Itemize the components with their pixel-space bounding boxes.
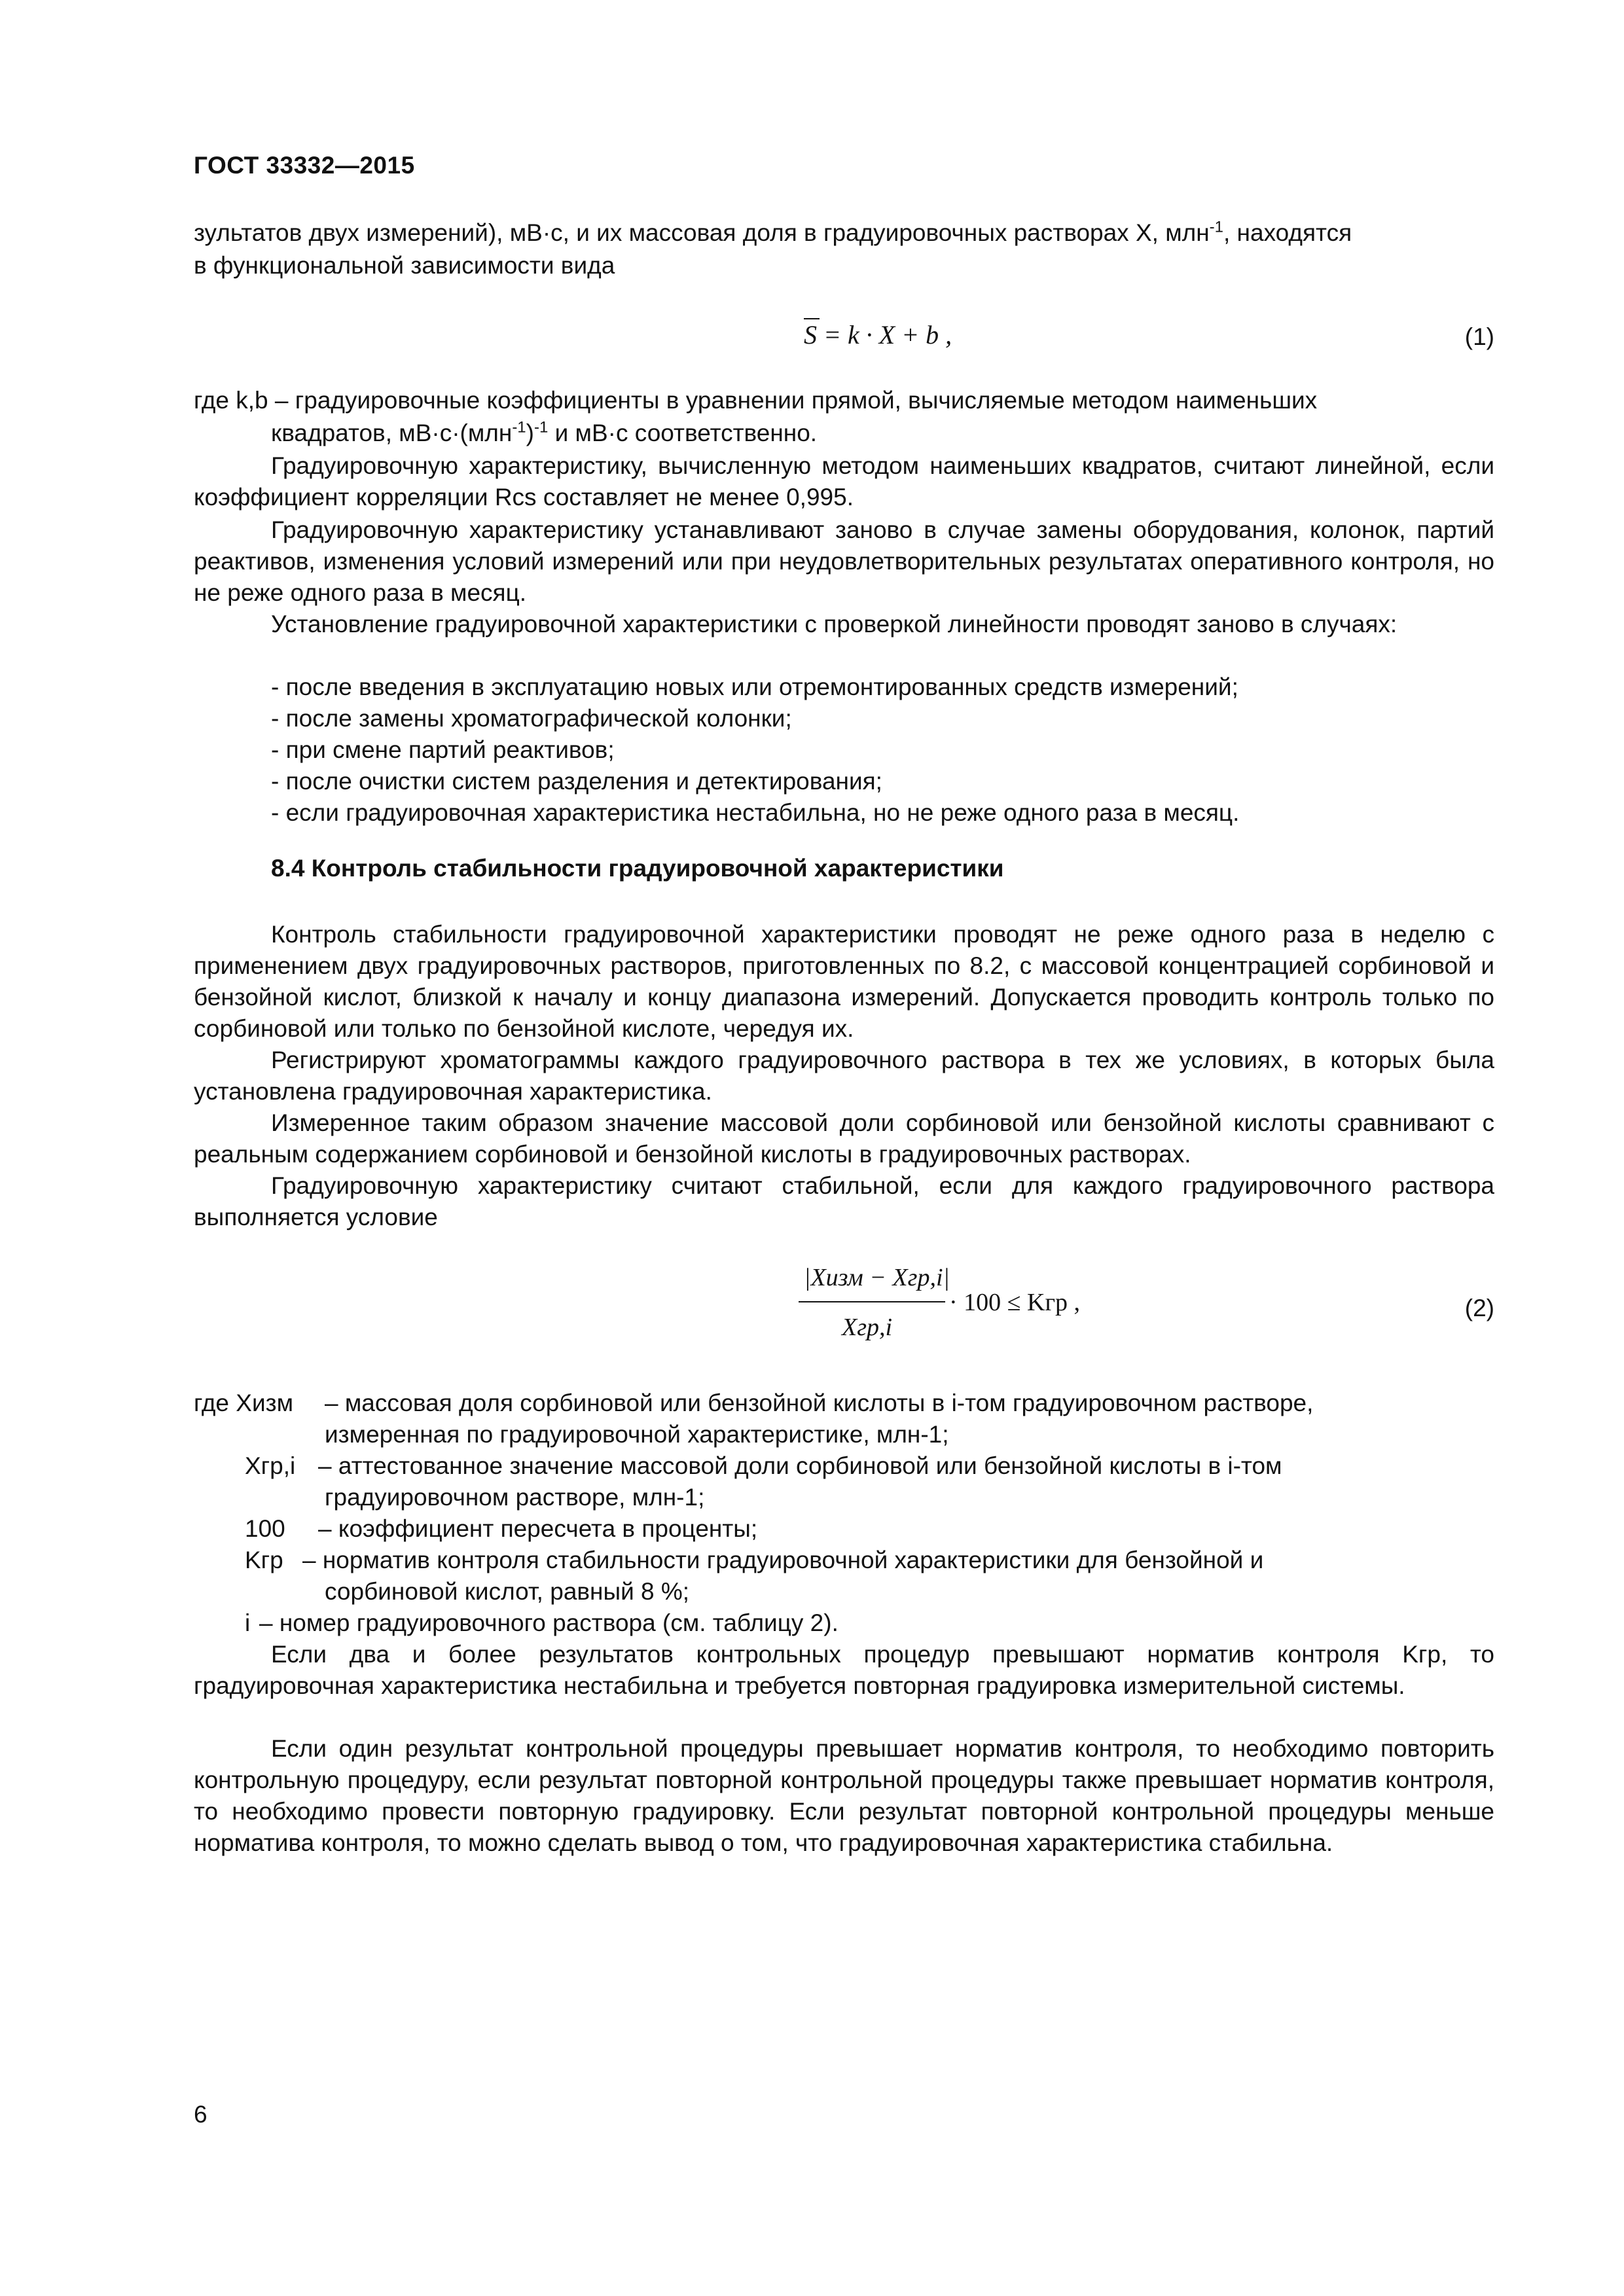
where2-sym: где Xизм (194, 1390, 294, 1416)
paragraph: Градуировочную характеристику устанавливают заново в случае замены оборудования, колонок, партий реактивов, изменения условий измерений или при неудовлетворительных результатах оперативного контроля, но не реже одного раза в месяц. (194, 516, 1494, 606)
document-header: ГОСТ 33332—2015 (194, 152, 415, 179)
equation-2-rhs: · 100 ≤ Kгр , (949, 1289, 1081, 1316)
where2-sym: i (245, 1609, 251, 1636)
where2-cont: градуировочном растворе, млн-1; (325, 1484, 705, 1511)
paragraph: Градуировочную характеристику, вычисленную методом наименьших квадратов, считают линейной, если коэффициент корреляции Rcs составляет не менее 0,995. (194, 452, 1494, 511)
where2-text: – коэффициент пересчета в проценты; (318, 1515, 758, 1542)
intro-text-end: , находятся (1223, 219, 1352, 246)
paragraph: Если два и более результатов контрольных процедур превышают норматив контроля Kгр, то градуировочная характеристика нестабильна и требуется повторная градуировка измерительной системы. (194, 1641, 1494, 1699)
section-title: 8.4 Контроль стабильности градуировочной характеристики (271, 855, 1004, 882)
where1-lead: где k,b – градуировочные коэффициенты в уравнении прямой, вычисляемые методом наименьших (194, 387, 1318, 414)
where2-text: – норматив контроля стабильности градуировочной характеристики для бензойной и (302, 1547, 1264, 1573)
paragraph: Установление градуировочной характеристики с проверкой линейности проводят заново в случаях: (271, 611, 1398, 637)
where1-cont-text: квадратов, мВ·с·(млн (271, 420, 513, 446)
list-item: - если градуировочная характеристика нестабильна, но не реже одного раза в месяц. (271, 799, 1240, 826)
fraction-bar (799, 1301, 945, 1302)
list-item: - после замены хроматографической колонки; (271, 705, 792, 732)
intro-line-2: в функциональной зависимости вида (194, 252, 615, 279)
where1-sup2: -1 (533, 418, 549, 437)
where2-cont: сорбиновой кислот, равный 8 %; (325, 1578, 690, 1605)
list-item: - при смене партий реактивов; (271, 736, 615, 763)
where2-sym: Kгр (245, 1547, 283, 1573)
equation-2-number: (2) (1464, 1295, 1494, 1321)
page-number: 6 (194, 2101, 208, 2128)
paragraph: Контроль стабильности градуировочной характеристики проводят не реже одного раза в неделю с применением двух градуировочных растворов, приготовленных по 8.2, с массовой концентрацией сорбиновой и бензойной кислот, близкой к началу и концу диапазона измерений. Допускается проводить контроль только по сорбиновой или только по бензойной кислоте, чередуя их. (194, 921, 1494, 1042)
equation-2-denominator: Xгр,i (842, 1314, 893, 1341)
where2-sym: Xгр,i (245, 1452, 296, 1479)
equation-1-number: (1) (1464, 323, 1494, 350)
equation-1: S = k · X + b , (804, 320, 952, 350)
list-item: - после очистки систем разделения и детектирования; (271, 768, 882, 795)
equation-2-numerator: |Xизм − Xгр,i| (804, 1264, 950, 1291)
list-item: - после введения в эксплуатацию новых или отремонтированных средств измерений; (271, 673, 1238, 700)
where2-text: – аттестованное значение массовой доли сорбиновой или бензойной кислоты в i-том (318, 1452, 1282, 1479)
where1-sup1: -1 (512, 418, 526, 437)
where2-text: – номер градуировочного раствора (см. таблицу 2). (259, 1609, 839, 1636)
where2-text: – массовая доля сорбиновой или бензойной кислоты в i-том градуировочном растворе, (325, 1390, 1314, 1416)
where1-cont (271, 418, 817, 449)
mean-bar (804, 318, 820, 319)
paragraph: Градуировочную характеристику считают стабильной, если для каждого градуировочного раствора выполняется условие (194, 1172, 1494, 1230)
paragraph: Если один результат контрольной процедуры превышает норматив контроля, то необходимо повторить контрольную процедуру, если результат повторной контрольной процедуры также превышает норматив контроля, то необходимо провести повторную градуировку. Если результат повторной контрольной процедуры меньше норматива контроля, то можно сделать вывод о том, что градуировочная характеристика стабильна. (194, 1735, 1494, 1856)
intro-sup: -1 (1209, 218, 1223, 236)
where1-end: и мВ·с соответственно. (548, 420, 818, 446)
where2-cont: измеренная по градуировочной характеристике, млн-1; (325, 1421, 949, 1448)
paragraph: Регистрируют хроматограммы каждого градуировочного раствора в тех же условиях, в которых была установлена градуировочная характеристика. (194, 1047, 1494, 1105)
where1-mid: ) (526, 420, 534, 446)
paragraph: Измеренное таким образом значение массовой доли сорбиновой или бензойной кислоты сравнивают с реальным содержанием сорбиновой и бензойной кислоты в градуировочных растворах. (194, 1109, 1494, 1168)
where2-sym: 100 (245, 1515, 285, 1542)
intro-text: зультатов двух измерений), мВ·с, и их массовая доля в градуировочных растворах X, млн (194, 219, 1210, 246)
intro-line-1 (194, 217, 1352, 249)
